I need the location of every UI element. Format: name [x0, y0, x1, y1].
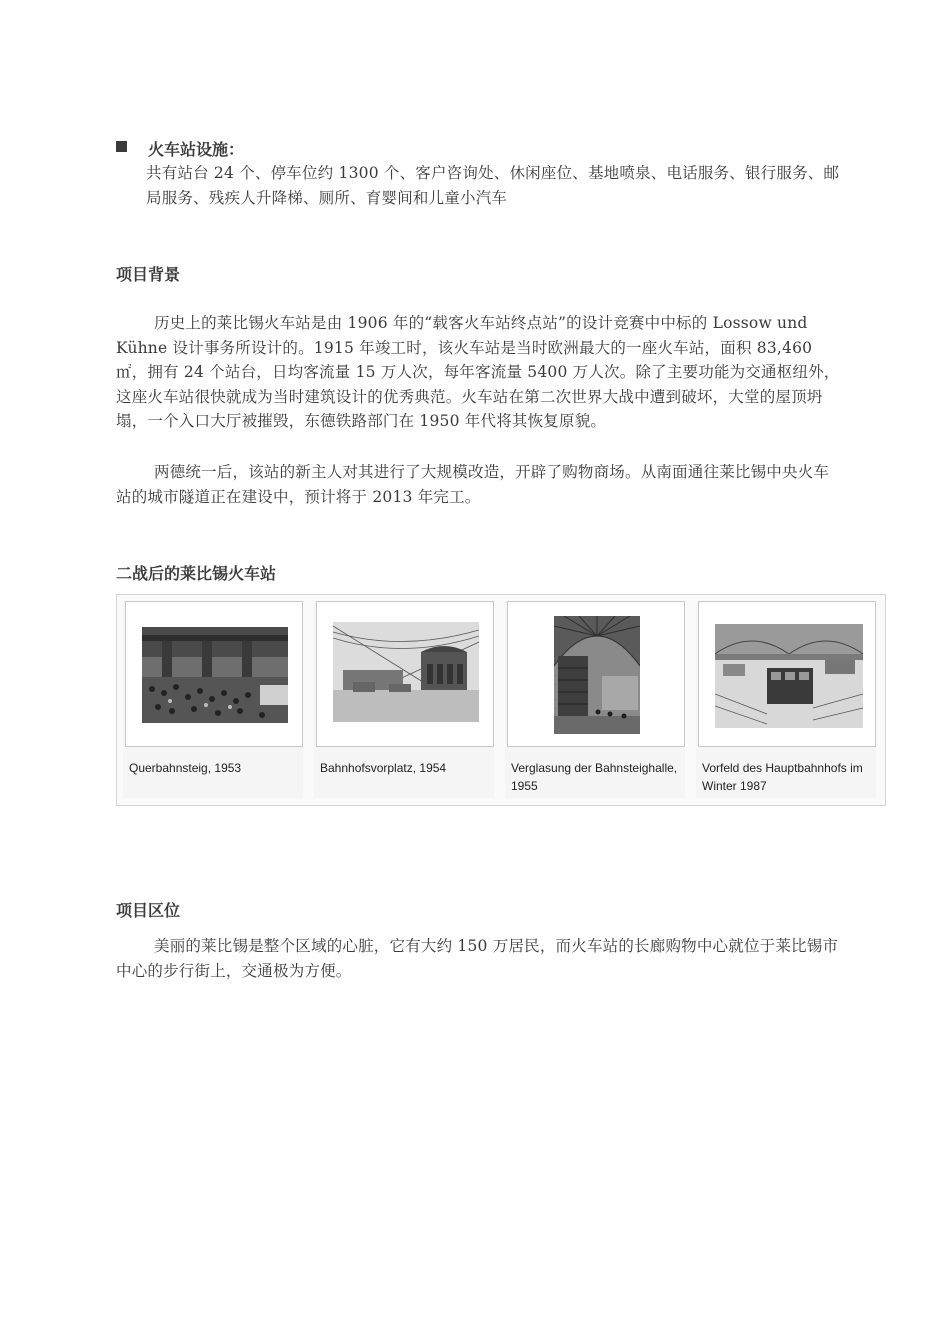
- gallery-card[interactable]: [123, 601, 303, 798]
- photo-frame: [125, 601, 303, 747]
- photo-frame: [507, 601, 685, 747]
- photo-bahnsteighalle[interactable]: [554, 616, 640, 734]
- gallery-card[interactable]: [314, 601, 494, 798]
- background-heading: 项目背景: [116, 265, 181, 284]
- gallery-heading: 二战后的莱比锡火车站: [116, 564, 277, 583]
- location-paragraph: 美丽的莱比锡是整个区域的心脏，它有大约 150 万居民，而火车站的长廊购物中心就位于莱比锡市中心的步行街上，交通极为方便。: [116, 937, 839, 980]
- photo-bahnhofsvorplatz[interactable]: [333, 622, 479, 722]
- gallery-card[interactable]: [696, 601, 876, 798]
- bullet-square-icon: [116, 141, 127, 152]
- gallery-caption: Vorfeld des Hauptbahnhofs im Winter 1987: [702, 761, 863, 793]
- photo-frame: [316, 601, 494, 747]
- photo-frame: [698, 601, 876, 747]
- gallery-caption: Bahnhofsvorplatz, 1954: [320, 761, 447, 775]
- photo-gallery: [116, 594, 886, 806]
- background-paragraph-2: 两德统一后，该站的新主人对其进行了大规模改造，开辟了购物商场。从南面通往莱比锡中央火车站的城市隧道正在建设中，预计将于 2013 年完工。: [116, 463, 830, 506]
- photo-querbahnsteig[interactable]: [142, 627, 288, 723]
- background-paragraph-1: 历史上的莱比锡火车站是由 1906 年的“载客火车站终点站”的设计竞赛中中标的 Lossow und Kühne 设计事务所设计的。1915 年竣工时，该火车站是当时欧洲最大的一座火车站，面积 83,460 ㎡，拥有 24 个站台，日均客流量 15 万人次，每年客流量 5400 万人次。除了主要功能为交通枢纽外， 这座火车站很快就成为当时建筑设计的优秀典范。火车站在第二次世界大战中遭到破坏，大堂的屋顶坍塌，一个入口大厅被摧毁，东德铁路部门在 1950 年代将其恢复原貌。: [116, 314, 840, 430]
- gallery-caption: Querbahnsteig, 1953: [129, 761, 242, 775]
- facilities-text: 共有站台 24 个、停车位约 1300 个、客户咨询处、休闲座位、基地喷泉、电话服务、银行服务、邮局服务、残疾人升降梯、厕所、育婴间和儿童小汽车: [146, 164, 840, 207]
- photo-winter-1987[interactable]: [715, 624, 863, 728]
- gallery-card[interactable]: [505, 601, 685, 798]
- gallery-caption: Verglasung der Bahnsteighalle, 1955: [511, 761, 678, 793]
- facilities-heading: 火车站设施：: [148, 140, 245, 159]
- location-heading: 项目区位: [116, 901, 181, 920]
